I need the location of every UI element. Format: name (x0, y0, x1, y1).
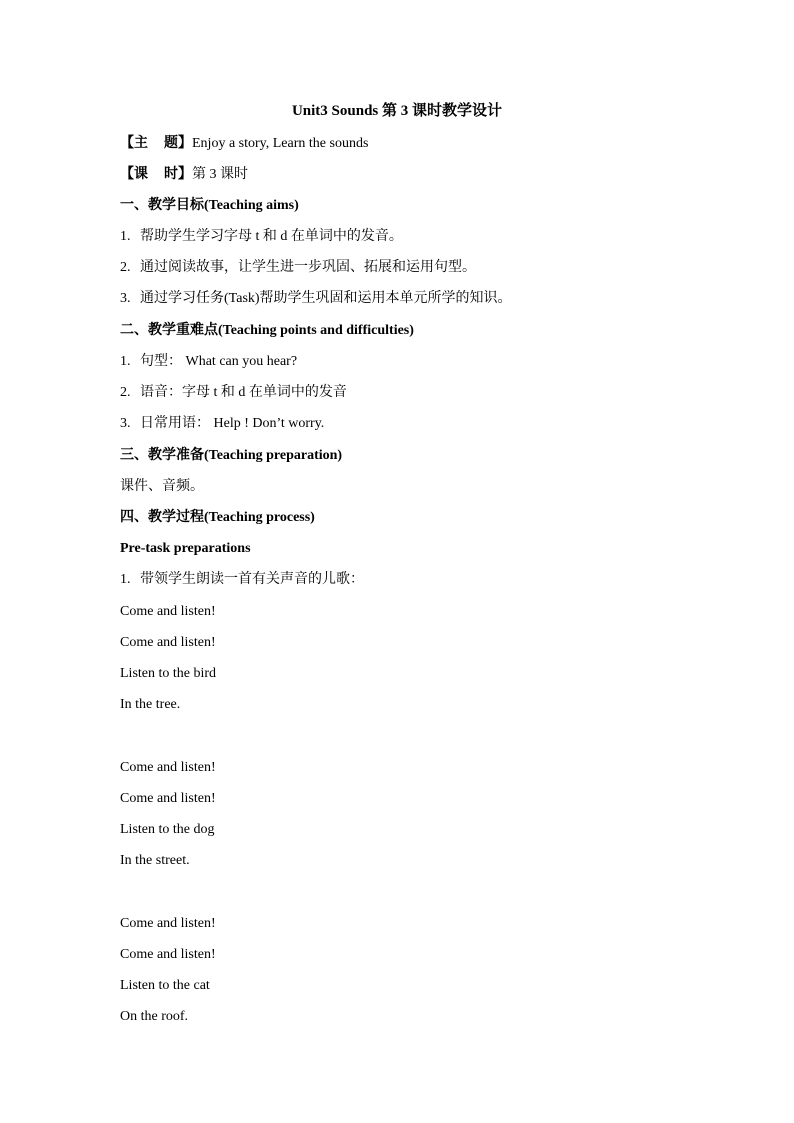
point-text: 日常用语： Help ! Don’t worry. (140, 416, 325, 431)
poem-line: In the tree. (120, 697, 181, 712)
poem-line: Come and listen! (120, 760, 216, 775)
aim-item (120, 288, 512, 310)
period-text: 第 3 课时 (192, 167, 248, 182)
aims-heading: 一、教学目标(Teaching aims) (120, 198, 299, 213)
pretask-step (120, 569, 364, 591)
topic-label-close: 题】 (164, 136, 192, 151)
aim-number: 3. (120, 291, 131, 306)
poem-line: Come and listen! (120, 916, 216, 931)
poem-line: In the street. (120, 853, 190, 868)
period-label-open: 【课 (120, 167, 148, 182)
point-item (120, 413, 324, 435)
point-text: 语音：字母 t 和 d 在单词中的发音 (140, 385, 347, 400)
poem-line: Listen to the dog (120, 822, 215, 837)
topic-label-open: 【主 (120, 136, 148, 151)
point-number: 1. (120, 354, 131, 369)
prep-text: 课件、音频。 (120, 479, 204, 494)
poem-line: On the roof. (120, 1009, 189, 1024)
poem-line: Come and listen! (120, 947, 216, 962)
poem-line: Come and listen! (120, 635, 216, 650)
aim-text: 帮助学生学习字母 t 和 d 在单词中的发音。 (140, 229, 403, 244)
point-item (120, 351, 297, 373)
poem-line: Listen to the cat (120, 978, 210, 993)
prep-heading: 三、教学准备(Teaching preparation) (120, 448, 343, 463)
pretask-heading: Pre-task preparations (120, 541, 251, 556)
topic-text: Enjoy a story, Learn the sounds (192, 136, 369, 151)
poem-line: Come and listen! (120, 604, 216, 619)
aim-number: 1. (120, 229, 131, 244)
aim-item (120, 226, 403, 248)
aim-text: 通过阅读故事，让学生进一步巩固、拓展和运用句型。 (140, 260, 476, 275)
pretask-step-number: 1. (120, 572, 131, 587)
points-heading: 二、教学重难点(Teaching points and difficulties) (120, 323, 414, 338)
poem-line: Come and listen! (120, 791, 216, 806)
document-title: Unit3 Sounds 第 3 课时教学设计 (291, 103, 503, 119)
pretask-step-text: 带领学生朗读一首有关声音的儿歌： (140, 572, 364, 587)
topic-line (120, 133, 368, 155)
point-number: 3. (120, 416, 131, 431)
period-line (120, 164, 248, 186)
aim-text: 通过学习任务(Task)帮助学生巩固和运用本单元所学的知识。 (140, 291, 512, 306)
point-item (120, 382, 347, 404)
aim-item (120, 257, 476, 279)
period-label-close: 时】 (164, 167, 192, 182)
point-number: 2. (120, 385, 131, 400)
poem-line: Listen to the bird (120, 666, 217, 681)
aim-number: 2. (120, 260, 131, 275)
point-text: 句型： What can you hear? (140, 354, 298, 369)
process-heading: 四、教学过程(Teaching process) (120, 510, 315, 525)
